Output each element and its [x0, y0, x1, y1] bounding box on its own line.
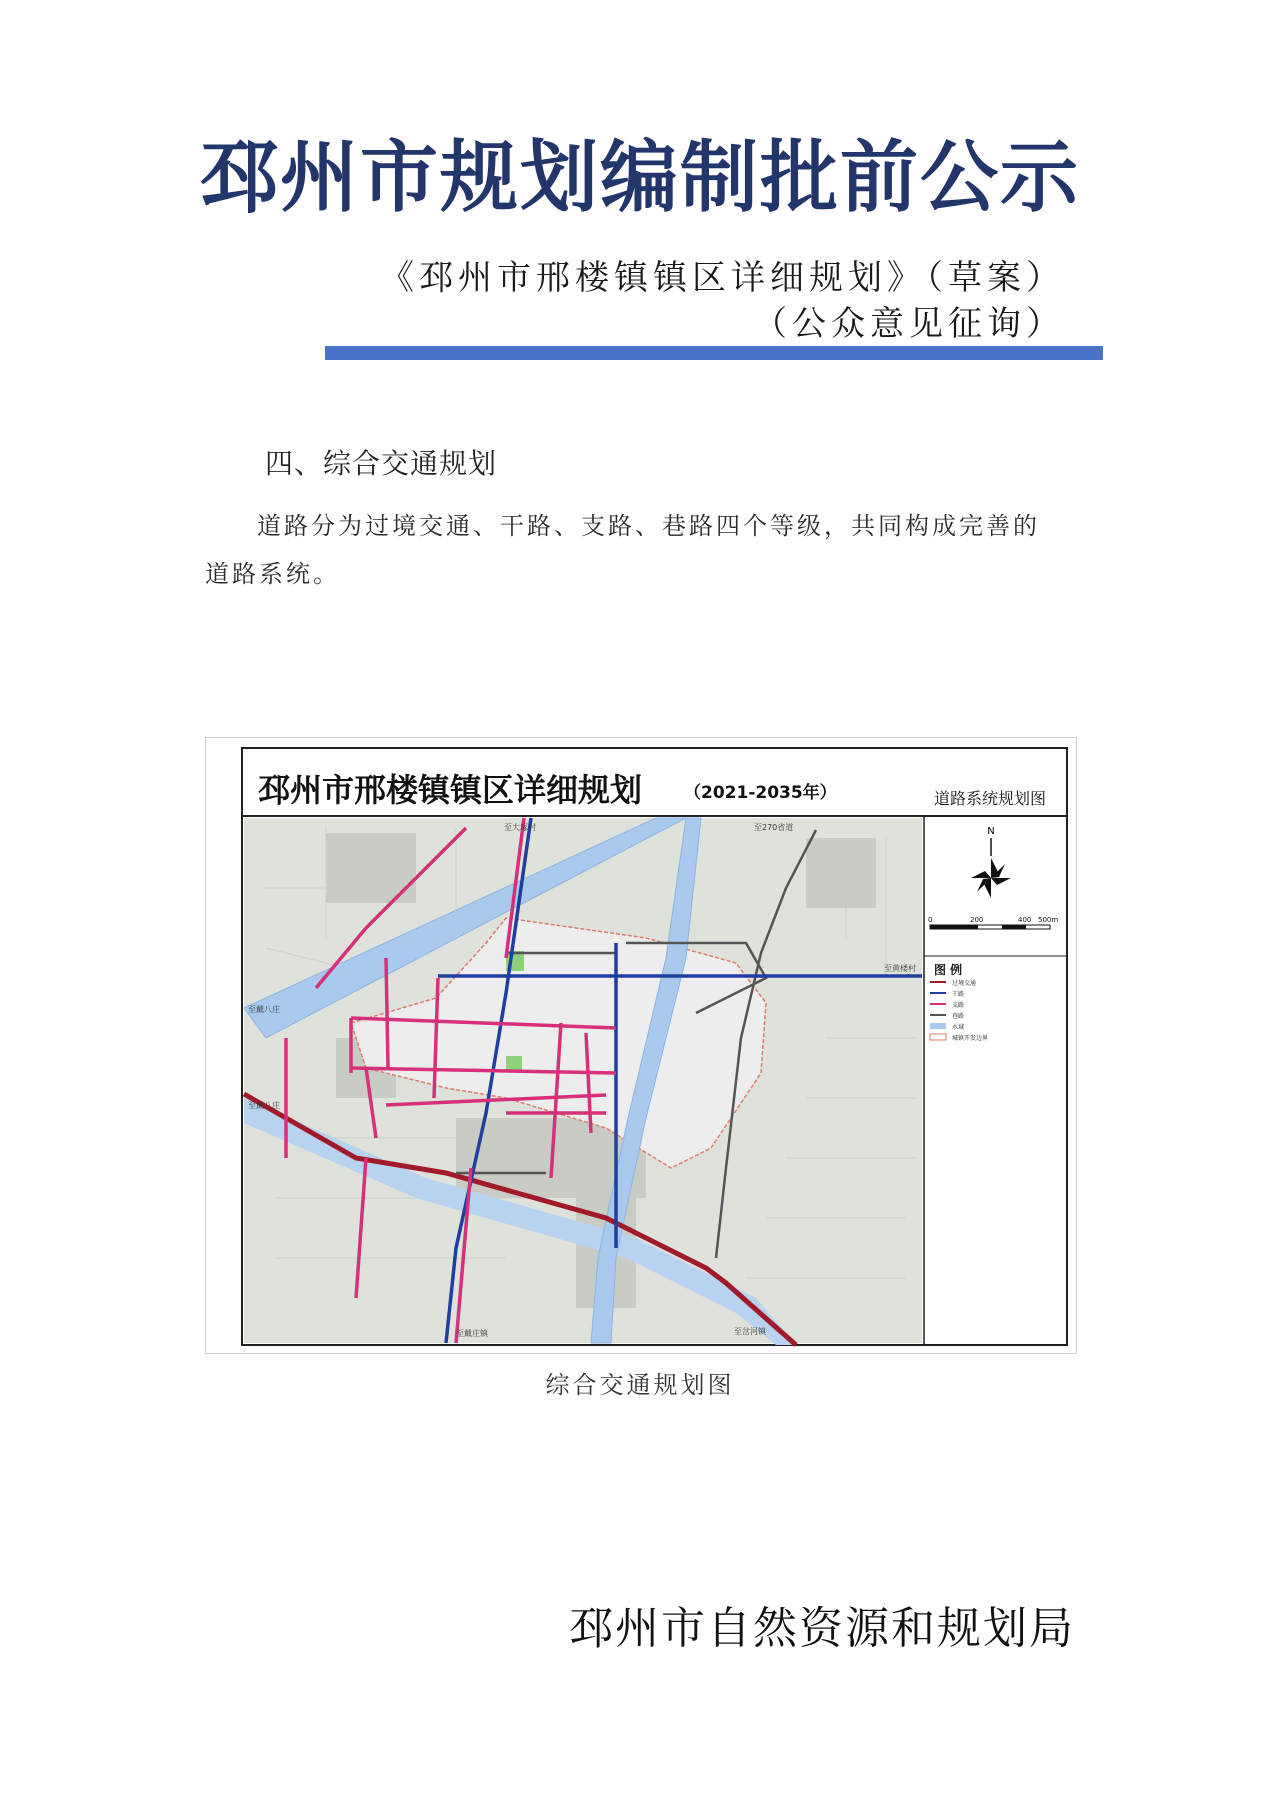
- svg-text:N: N: [987, 826, 995, 837]
- place-label: 至戴八庄: [248, 1005, 280, 1014]
- scale-label: 500m: [1038, 916, 1059, 924]
- map-years: （2021-2035年）: [684, 783, 837, 803]
- place-label: 至黄楼村: [884, 964, 916, 973]
- plan-name-subtitle: 《邳州市邢楼镇镇区详细规划》（草案）: [380, 258, 1065, 298]
- section-paragraph: 道路分为过境交通、干路、支路、巷路四个等级，共同构成完善的道路系统。: [205, 512, 1040, 588]
- svg-text:城镇开发边界: 城镇开发边界: [952, 1035, 989, 1042]
- scale-label: 400: [1018, 916, 1032, 924]
- map-title: 邳州市邢楼镇镇区详细规划: [258, 771, 643, 809]
- place-label: 至岔河镇: [734, 1327, 766, 1336]
- section-heading: 四、综合交通规划: [265, 447, 498, 480]
- place-label: 至戴八庄: [248, 1101, 280, 1110]
- svg-text:过境交通: 过境交通: [952, 980, 977, 987]
- svg-text:水域: 水域: [952, 1024, 965, 1031]
- page-title: 邳州市规划编制批前公示: [199, 132, 1080, 223]
- place-label: 至270省道: [754, 823, 794, 832]
- svg-text:干路: 干路: [952, 991, 965, 998]
- svg-text:巷路: 巷路: [952, 1013, 965, 1020]
- scale-label: 0: [928, 916, 933, 924]
- place-label: 至戴庄镇: [456, 1329, 488, 1338]
- road-system-map: [205, 737, 1077, 1354]
- issuing-authority: 邳州市自然资源和规划局: [569, 1603, 1075, 1654]
- header-divider: [325, 346, 1103, 360]
- consultation-subtitle: （公众意见征询）: [753, 304, 1065, 344]
- svg-text:支路: 支路: [952, 1002, 965, 1009]
- map-name: 道路系统规划图: [934, 789, 1047, 808]
- figure-caption: 综合交通规划图: [545, 1371, 735, 1399]
- scale-label: 200: [970, 916, 984, 924]
- legend-title: 图 例: [934, 963, 963, 977]
- place-label: 至大塚村: [504, 823, 536, 832]
